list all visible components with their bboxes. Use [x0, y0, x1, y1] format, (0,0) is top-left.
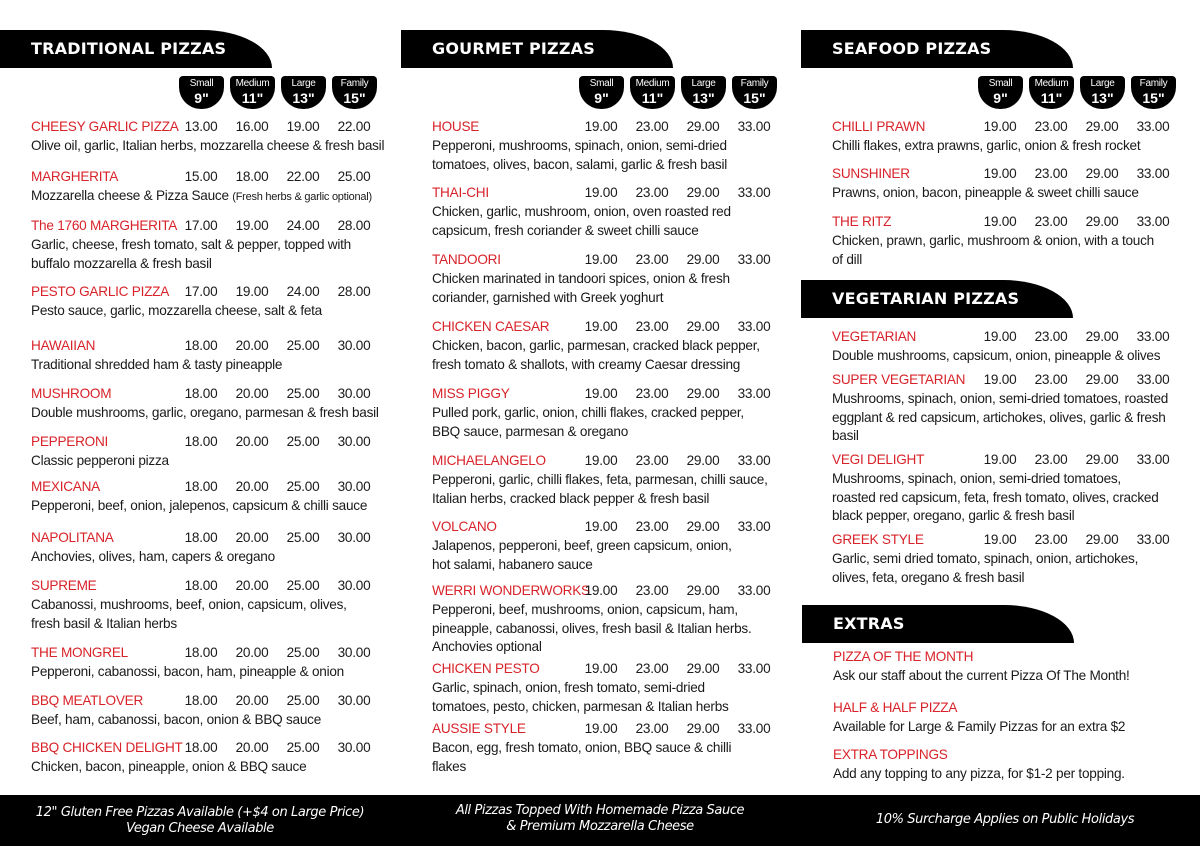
footer-text: 10% Surcharge Applies on Public Holidays [875, 812, 1135, 827]
item-price: 30.00 [337, 479, 371, 494]
item-price: 33.00 [737, 661, 771, 676]
section-header-seafood-pizzas: SEAFOOD PIZZAS [801, 30, 1073, 68]
item-description [832, 390, 1168, 446]
item-price: 23.00 [1034, 372, 1068, 387]
item-price: 15.00 [184, 169, 218, 184]
description-line: Available for Large & Family Pizzas for an extra $2 [833, 719, 1126, 734]
description-line: Chicken, prawn, garlic, mushroom & onion, with a touch [832, 233, 1154, 248]
description-line [31, 187, 372, 207]
footer-gluten-note [0, 805, 400, 837]
item-price: 25.00 [286, 434, 320, 449]
size-inches: 11" [641, 90, 664, 106]
item-description [833, 765, 1125, 784]
item-price: 18.00 [184, 740, 218, 755]
description-line: Anchovies optional [432, 639, 542, 654]
item-name: SUPER VEGETARIAN [832, 372, 966, 387]
description-line: Pepperoni, garlic, chilli flakes, feta, parmesan, chilli sauce, [432, 472, 768, 487]
item-name: The 1760 MARGHERITA [31, 218, 178, 233]
description-line: Classic pepperoni pizza [31, 453, 169, 468]
size-inches: 13" [692, 90, 715, 106]
item-price: 33.00 [737, 519, 771, 534]
item-price: 19.00 [584, 386, 618, 401]
item-price: 33.00 [1136, 372, 1170, 387]
item-price: 19.00 [584, 453, 618, 468]
item-description [432, 337, 760, 374]
item-description [432, 679, 729, 716]
item-price: 18.00 [184, 645, 218, 660]
item-description [31, 187, 372, 207]
description-line: of dill [832, 251, 862, 267]
item-name: VEGI DELIGHT [832, 452, 925, 467]
item-price: 29.00 [686, 453, 720, 468]
item-price: 19.00 [983, 166, 1017, 181]
item-price: 33.00 [737, 453, 771, 468]
description-line: Double mushrooms, capsicum, onion, pineapple & olives [832, 348, 1161, 363]
size-label: Family [740, 78, 769, 89]
item-price: 24.00 [286, 284, 320, 299]
item-price: 25.00 [286, 578, 320, 593]
description-line: Garlic, spinach, onion, fresh tomato, semi-dried [432, 680, 705, 695]
size-label: Small [189, 78, 214, 89]
description-line: BBQ sauce, parmesan & oregano [432, 423, 629, 439]
item-price: 19.00 [584, 252, 618, 267]
section-header-vegetarian-pizzas: VEGETARIAN PIZZAS [801, 280, 1073, 318]
description-line: Pepperoni, mushrooms, spinach, onion, semi-dried [432, 138, 727, 153]
item-price: 29.00 [1085, 166, 1119, 181]
size-inches: 9" [194, 90, 209, 106]
item-price: 19.00 [584, 519, 618, 534]
item-price: 20.00 [235, 740, 269, 755]
size-badge-large [1080, 76, 1125, 109]
description-line: Chilli flakes, extra prawns, garlic, onion & fresh rocket [832, 138, 1141, 153]
item-price: 23.00 [1034, 329, 1068, 344]
item-price: 19.00 [983, 372, 1017, 387]
item-price: 33.00 [737, 386, 771, 401]
footer-text: All Pizzas Topped With Homemade Pizza Sauce [455, 803, 745, 818]
item-price: 30.00 [337, 578, 371, 593]
item-price: 33.00 [737, 252, 771, 267]
description-line: basil [832, 428, 859, 443]
description-line: roasted red capsicum, feta, fresh tomato, olives, cracked [832, 489, 1159, 505]
size-badge-family [732, 76, 777, 109]
item-description [31, 497, 367, 516]
size-inches: 11" [1040, 90, 1063, 106]
item-name: MISS PIGGY [432, 386, 510, 401]
item-price: 29.00 [686, 721, 720, 736]
item-description [833, 667, 1130, 686]
item-price: 29.00 [686, 119, 720, 134]
item-price: 29.00 [686, 185, 720, 200]
item-name: THE RITZ [832, 214, 892, 229]
item-price: 17.00 [184, 284, 218, 299]
description-line: Jalapenos, pepperoni, beef, green capsicum, onion, [432, 538, 732, 553]
item-price: 29.00 [686, 661, 720, 676]
item-price: 29.00 [1085, 329, 1119, 344]
item-description [832, 470, 1159, 526]
item-price: 19.00 [983, 119, 1017, 134]
size-label: Large [1090, 78, 1115, 89]
size-label: Medium [235, 78, 270, 89]
item-name: PESTO GARLIC PIZZA [31, 284, 170, 299]
footer-text: & Premium Mozzarella Cheese [506, 819, 694, 834]
item-description [31, 548, 275, 567]
item-price: 30.00 [337, 645, 371, 660]
item-description [31, 137, 384, 156]
item-name: PIZZA OF THE MONTH [833, 649, 974, 664]
item-name: HALF & HALF PIZZA [833, 700, 958, 715]
size-badge-family [332, 76, 377, 109]
size-label: Family [1139, 78, 1168, 89]
item-price: 24.00 [286, 218, 320, 233]
item-price: 29.00 [1085, 214, 1119, 229]
size-label: Family [340, 78, 369, 89]
item-price: 25.00 [286, 740, 320, 755]
item-price: 20.00 [235, 693, 269, 708]
item-price: 25.00 [286, 386, 320, 401]
item-price: 19.00 [983, 329, 1017, 344]
size-inches: 9" [594, 90, 609, 106]
item-price: 33.00 [737, 583, 771, 598]
item-price: 19.00 [584, 119, 618, 134]
description-line: Anchovies, olives, ham, capers & oregano [31, 549, 275, 564]
item-price: 22.00 [286, 169, 320, 184]
item-name: GREEK STYLE [832, 532, 924, 547]
description-line: flakes [432, 758, 467, 774]
item-price: 20.00 [235, 645, 269, 660]
item-description [432, 270, 730, 307]
description-line: Chicken, bacon, garlic, parmesan, cracked black pepper, [432, 338, 760, 353]
item-name: PEPPERONI [31, 434, 109, 449]
item-name: MICHAELANGELO [432, 453, 546, 468]
item-price: 30.00 [337, 434, 371, 449]
item-price: 23.00 [635, 386, 669, 401]
description-line: Beef, ham, cabanossi, bacon, onion & BBQ sauce [31, 712, 322, 727]
size-inches: 9" [993, 90, 1008, 106]
description-text: Mozzarella cheese & Pizza Sauce [31, 188, 233, 203]
description-line: Garlic, semi dried tomato, spinach, onion, artichokes, [832, 551, 1139, 566]
item-price: 28.00 [337, 284, 371, 299]
description-line: fresh basil & Italian herbs [31, 615, 177, 631]
description-line: Mushrooms, spinach, onion, semi-dried tomatoes, [832, 471, 1121, 486]
item-price: 29.00 [686, 319, 720, 334]
item-name: MUSHROOM [31, 386, 112, 401]
item-name: THE MONGREL [31, 645, 128, 660]
item-price: 19.00 [983, 532, 1017, 547]
item-price: 23.00 [635, 721, 669, 736]
item-price: 19.00 [584, 319, 618, 334]
description-line: Prawns, onion, bacon, pineapple & sweet chilli sauce [832, 185, 1139, 200]
section-header-gourmet-pizzas: GOURMET PIZZAS [401, 30, 673, 68]
description-line: tomatoes, pesto, chicken, parmesan & Italian herbs [432, 698, 729, 714]
item-price: 19.00 [235, 284, 269, 299]
description-line: Chicken, garlic, mushroom, onion, oven roasted red [432, 204, 731, 219]
item-description [832, 137, 1140, 156]
item-description [31, 452, 169, 471]
item-description [432, 601, 752, 657]
footer-text: Vegan Cheese Available [126, 821, 274, 836]
description-line: coriander, garnished with Greek yoghurt [432, 289, 664, 305]
item-price: 19.00 [983, 214, 1017, 229]
item-description [31, 663, 344, 682]
item-name: AUSSIE STYLE [432, 721, 526, 736]
item-name: VOLCANO [432, 519, 497, 534]
item-price: 19.00 [235, 218, 269, 233]
item-price: 23.00 [635, 185, 669, 200]
item-description [432, 404, 744, 441]
item-price: 20.00 [235, 386, 269, 401]
description-line: Mushrooms, spinach, onion, semi-dried tomatoes, roasted [832, 391, 1169, 406]
size-label: Small [589, 78, 614, 89]
item-price: 19.00 [584, 721, 618, 736]
item-description [31, 711, 321, 730]
item-price: 25.00 [286, 338, 320, 353]
description-line: Olive oil, garlic, Italian herbs, mozzarella cheese & fresh basil [31, 138, 385, 153]
item-description [833, 718, 1125, 737]
description-line: pineapple, cabanossi, olives, fresh basil & Italian herbs. [432, 620, 752, 636]
size-inches: 15" [343, 90, 366, 106]
size-badge-large [281, 76, 326, 109]
description-line: Chicken marinated in tandoori spices, onion & fresh [432, 271, 730, 286]
item-name: WERRI WONDERWORKS [432, 583, 590, 598]
item-name: EXTRA TOPPINGS [833, 747, 948, 762]
item-price: 23.00 [1034, 166, 1068, 181]
item-price: 19.00 [983, 452, 1017, 467]
item-price: 23.00 [635, 661, 669, 676]
item-name: CHEESY GARLIC PIZZA [31, 119, 179, 134]
item-price: 29.00 [1085, 372, 1119, 387]
footer-sauce-note [400, 803, 800, 835]
item-name: VEGETARIAN [832, 329, 917, 344]
description-line: Pulled pork, garlic, onion, chilli flakes, cracked pepper, [432, 405, 744, 420]
size-inches: 11" [241, 90, 264, 106]
item-price: 30.00 [337, 740, 371, 755]
item-price: 29.00 [1085, 452, 1119, 467]
item-price: 33.00 [1136, 166, 1170, 181]
item-name: MEXICANA [31, 479, 101, 494]
item-price: 18.00 [184, 434, 218, 449]
item-price: 25.00 [286, 693, 320, 708]
description-line: buffalo mozzarella & fresh basil [31, 255, 212, 271]
item-price: 20.00 [235, 479, 269, 494]
item-price: 18.00 [184, 338, 218, 353]
item-price: 13.00 [184, 119, 218, 134]
item-price: 30.00 [337, 386, 371, 401]
item-description [832, 347, 1160, 366]
size-badge-large [681, 76, 726, 109]
item-price: 23.00 [1034, 119, 1068, 134]
item-price: 23.00 [1034, 214, 1068, 229]
item-description [31, 404, 379, 423]
size-inches: 13" [1091, 90, 1114, 106]
item-price: 23.00 [635, 252, 669, 267]
item-price: 33.00 [737, 721, 771, 736]
description-line: Pepperoni, beef, onion, jalepenos, capsicum & chilli sauce [31, 498, 368, 513]
item-name: THAI-CHI [432, 185, 489, 200]
item-name: HOUSE [432, 119, 480, 134]
description-line: tomatoes, olives, bacon, salami, garlic & fresh basil [432, 156, 728, 172]
description-line: olives, feta, oregano & fresh basil [832, 569, 1025, 585]
item-price: 23.00 [635, 519, 669, 534]
description-line: fresh tomato & shallots, with creamy Caesar dressing [432, 356, 741, 372]
item-price: 22.00 [337, 119, 371, 134]
item-price: 19.00 [584, 185, 618, 200]
item-price: 23.00 [1034, 452, 1068, 467]
item-price: 23.00 [635, 583, 669, 598]
item-description [31, 302, 322, 321]
description-line: Pepperoni, beef, mushrooms, onion, capsicum, ham, [432, 602, 738, 617]
item-name: SUNSHINER [832, 166, 910, 181]
item-description [432, 471, 768, 508]
item-price: 25.00 [286, 479, 320, 494]
item-price: 20.00 [235, 338, 269, 353]
item-price: 30.00 [337, 338, 371, 353]
size-badge-small [179, 76, 224, 109]
item-price: 16.00 [235, 119, 269, 134]
item-price: 29.00 [686, 252, 720, 267]
size-label: Medium [635, 78, 670, 89]
item-note: (Fresh herbs & garlic optional) [232, 191, 372, 203]
size-badge-medium [1029, 76, 1074, 109]
size-label: Small [988, 78, 1013, 89]
item-price: 18.00 [184, 530, 218, 545]
item-price: 17.00 [184, 218, 218, 233]
description-line: capsicum, fresh coriander & sweet chilli sauce [432, 222, 699, 238]
item-description [31, 356, 282, 375]
item-price: 19.00 [286, 119, 320, 134]
item-name: BBQ CHICKEN DELIGHT [31, 740, 183, 755]
item-description [432, 537, 732, 574]
section-header-traditional-pizzas: TRADITIONAL PIZZAS [0, 30, 272, 68]
item-price: 33.00 [737, 185, 771, 200]
item-name: CHILLI PRAWN [832, 119, 926, 134]
item-price: 33.00 [1136, 329, 1170, 344]
item-name: MARGHERITA [31, 169, 119, 184]
item-name: CHICKEN CAESAR [432, 319, 550, 334]
item-price: 25.00 [286, 530, 320, 545]
item-description [432, 203, 731, 240]
item-price: 18.00 [184, 386, 218, 401]
description-line: Pesto sauce, garlic, mozzarella cheese, salt & feta [31, 303, 322, 318]
description-line: eggplant & red capsicum, artichokes, olives, garlic & fresh [832, 409, 1166, 425]
description-line: Add any topping to any pizza, for $1-2 per topping. [833, 766, 1125, 781]
item-name: TANDOORI [432, 252, 501, 267]
item-description [432, 137, 727, 174]
item-price: 18.00 [184, 693, 218, 708]
item-price: 29.00 [686, 386, 720, 401]
item-description [31, 596, 347, 633]
item-price: 29.00 [1085, 532, 1119, 547]
size-label: Large [691, 78, 716, 89]
item-price: 25.00 [337, 169, 371, 184]
description-line: Chicken, bacon, pineapple, onion & BBQ sauce [31, 759, 307, 774]
item-price: 33.00 [737, 319, 771, 334]
size-badge-medium [630, 76, 675, 109]
description-line: Pepperoni, cabanossi, bacon, ham, pineapple & onion [31, 664, 344, 679]
item-name: HAWAIIAN [31, 338, 96, 353]
item-price: 18.00 [184, 479, 218, 494]
description-line: hot salami, habanero sauce [432, 556, 593, 572]
description-line: Cabanossi, mushrooms, beef, onion, capsicum, olives, [31, 597, 347, 612]
size-badge-small [978, 76, 1023, 109]
item-description [432, 739, 731, 776]
item-price: 23.00 [1034, 532, 1068, 547]
item-price: 20.00 [235, 530, 269, 545]
item-name: CHICKEN PESTO [432, 661, 540, 676]
item-price: 20.00 [235, 434, 269, 449]
size-label: Large [291, 78, 316, 89]
item-price: 33.00 [1136, 532, 1170, 547]
item-price: 29.00 [686, 519, 720, 534]
item-price: 33.00 [1136, 452, 1170, 467]
footer-surcharge-note [800, 812, 1200, 828]
item-price: 28.00 [337, 218, 371, 233]
size-badge-small [579, 76, 624, 109]
size-inches: 15" [1142, 90, 1165, 106]
item-description [31, 236, 351, 273]
item-name: SUPREME [31, 578, 97, 593]
item-name: BBQ MEATLOVER [31, 693, 144, 708]
footer-bar [0, 795, 1200, 846]
footer-text: 12" Gluten Free Pizzas Available (+$4 on Large Price) [35, 805, 365, 820]
size-label: Medium [1034, 78, 1069, 89]
item-price: 25.00 [286, 645, 320, 660]
description-line: Ask our staff about the current Pizza Of The Month! [833, 668, 1130, 683]
description-line: Bacon, egg, fresh tomato, onion, BBQ sauce & chilli [432, 740, 732, 755]
size-badge-medium [230, 76, 275, 109]
item-price: 30.00 [337, 530, 371, 545]
item-description [832, 550, 1138, 587]
description-line: Garlic, cheese, fresh tomato, salt & pepper, topped with [31, 237, 351, 252]
item-name: NAPOLITANA [31, 530, 114, 545]
item-price: 33.00 [1136, 214, 1170, 229]
item-price: 18.00 [235, 169, 269, 184]
size-inches: 13" [292, 90, 315, 106]
item-price: 23.00 [635, 119, 669, 134]
item-price: 23.00 [635, 319, 669, 334]
item-price: 20.00 [235, 578, 269, 593]
item-price: 19.00 [584, 661, 618, 676]
item-price: 33.00 [1136, 119, 1170, 134]
description-line: Double mushrooms, garlic, oregano, parmesan & fresh basil [31, 405, 379, 420]
item-description [31, 758, 306, 777]
size-inches: 15" [743, 90, 766, 106]
item-price: 29.00 [686, 583, 720, 598]
item-price: 23.00 [635, 453, 669, 468]
item-price: 19.00 [584, 583, 618, 598]
item-price: 33.00 [737, 119, 771, 134]
item-price: 30.00 [337, 693, 371, 708]
size-badge-family [1131, 76, 1176, 109]
description-line: black pepper, oregano, garlic & fresh basil [832, 508, 1075, 523]
item-description [832, 184, 1139, 203]
item-price: 29.00 [1085, 119, 1119, 134]
item-price: 18.00 [184, 578, 218, 593]
section-header-extras: EXTRAS [802, 605, 1074, 643]
item-description [832, 232, 1154, 269]
description-line: Traditional shredded ham & tasty pineapple [31, 357, 283, 372]
description-line: Italian herbs, cracked black pepper & fresh basil [432, 490, 710, 506]
